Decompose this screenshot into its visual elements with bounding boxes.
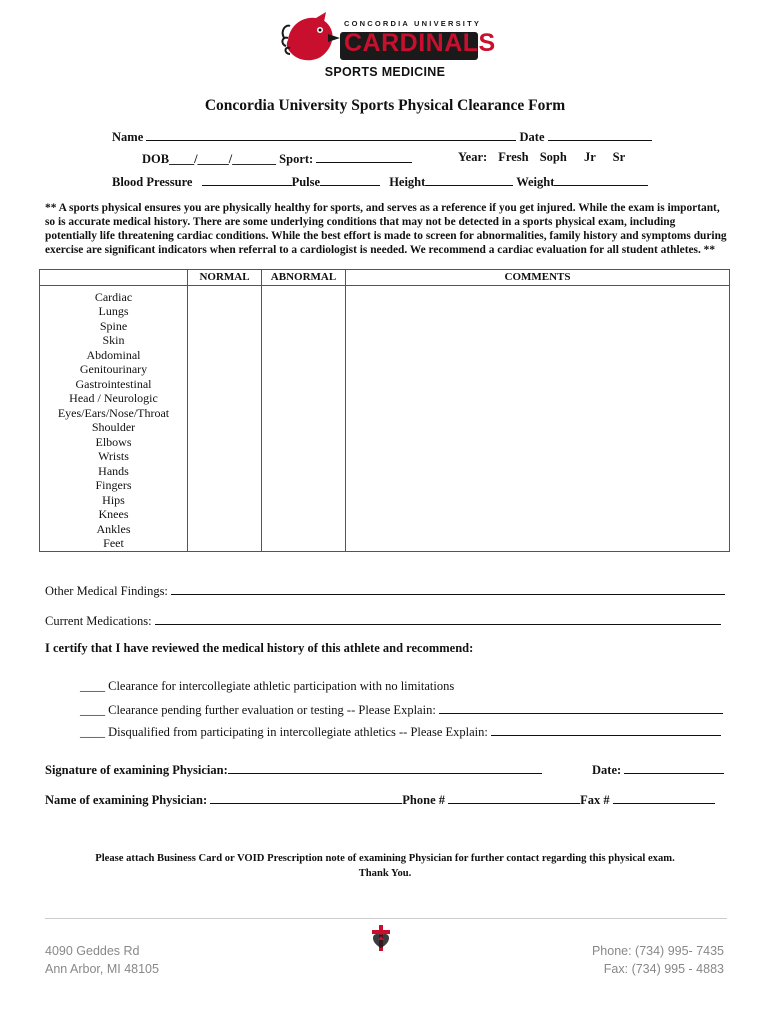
abnormal-cell[interactable] [262, 319, 346, 334]
exam-row [40, 290, 730, 305]
comments-cell[interactable] [346, 406, 730, 421]
exam-row [40, 449, 730, 464]
exam-row-label: Spine [40, 319, 188, 334]
physician-date-row [592, 761, 724, 778]
blood-pressure-label: Blood Pressure [112, 175, 193, 189]
team-wordmark: CARDINALS [344, 29, 496, 57]
exam-row [40, 348, 730, 363]
exam-row-label: Feet [40, 536, 188, 551]
cardinals-logo [280, 10, 496, 66]
name-field[interactable] [146, 128, 516, 141]
normal-cell[interactable] [188, 391, 262, 406]
exam-row-label: Knees [40, 507, 188, 522]
normal-cell[interactable] [188, 507, 262, 522]
exam-row-label: Gastrointestinal [40, 377, 188, 392]
height-label: Height [389, 175, 426, 189]
physician-contact-row [45, 791, 715, 808]
normal-cell[interactable] [188, 435, 262, 450]
year-row [458, 150, 625, 165]
normal-cell[interactable] [188, 478, 262, 493]
fax-field[interactable] [613, 791, 715, 804]
normal-cell[interactable] [188, 377, 262, 392]
exam-table-header [40, 270, 730, 286]
comments-cell[interactable] [346, 435, 730, 450]
abnormal-cell[interactable] [262, 362, 346, 377]
physician-date-label: Date: [592, 763, 622, 777]
exam-row [40, 319, 730, 334]
comments-cell[interactable] [346, 362, 730, 377]
normal-cell[interactable] [188, 362, 262, 377]
exam-row-label: Fingers [40, 478, 188, 493]
normal-cell[interactable] [188, 333, 262, 348]
signature-field[interactable] [228, 761, 542, 774]
medications-row [45, 612, 721, 629]
cardiac-notice: ** A sports physical ensures you are physically healthy for sports, and serves as a reference if you get injured. While the exam is important, so is accurate medical history. There are some underlying conditions that may not be detected in a sports physical exam, including potentially life threatening cardiac conditions. While the best effort is made to screen for abnormalities, family history and symptoms during exercise are significant indicators when referral to a cardiologist is needed. We recommend a cardiac evaluation for all student athletes. ** [45, 202, 727, 256]
department-label: SPORTS MEDICINE [324, 65, 446, 79]
normal-cell[interactable] [188, 406, 262, 421]
pulse-label: Pulse [291, 175, 321, 189]
other-findings-field[interactable] [171, 582, 725, 595]
abnormal-cell[interactable] [262, 522, 346, 537]
abnormal-cell[interactable] [262, 493, 346, 508]
abnormal-cell[interactable] [262, 391, 346, 406]
exam-row [40, 420, 730, 435]
dob-sport-row [142, 150, 412, 167]
exam-row-label: Wrists [40, 449, 188, 464]
year-label: Year: [458, 150, 488, 164]
comments-cell[interactable] [346, 319, 730, 334]
exam-row [40, 478, 730, 493]
attach-note: Please attach Business Card or VOID Prescription note of examining Physician for further contact regarding this physical exam. [95, 853, 675, 864]
date-field[interactable] [548, 128, 652, 141]
exam-row [40, 304, 730, 319]
comments-cell[interactable] [346, 420, 730, 435]
normal-cell[interactable] [188, 420, 262, 435]
abnormal-cell[interactable] [262, 290, 346, 305]
abnormal-cell[interactable] [262, 507, 346, 522]
clearance-option-2-row [80, 701, 723, 718]
comments-cell[interactable] [346, 391, 730, 406]
normal-cell[interactable] [188, 493, 262, 508]
exam-row-label: Cardiac [40, 290, 188, 305]
exam-row [40, 435, 730, 450]
comments-cell[interactable] [346, 449, 730, 464]
exam-row-label: Hips [40, 493, 188, 508]
signature-label: Signature of examining Physician: [45, 763, 228, 777]
exam-row-label: Skin [40, 333, 188, 348]
abnormal-cell[interactable] [262, 304, 346, 319]
comments-cell[interactable] [346, 522, 730, 537]
cardinal-emblem-icon [368, 924, 394, 952]
exam-row [40, 507, 730, 522]
form-title: Concordia University Sports Physical Clearance Form [204, 97, 566, 114]
comments-cell[interactable] [346, 493, 730, 508]
signature-row [45, 761, 542, 778]
header-comments: COMMENTS [346, 270, 730, 286]
vitals-row [112, 173, 648, 190]
abnormal-cell[interactable] [262, 478, 346, 493]
footer-phone: Phone: (734) 995- 7435 [591, 944, 724, 958]
exam-row-label: Abdominal [40, 348, 188, 363]
thank-you: Thank You. [358, 868, 412, 879]
comments-cell[interactable] [346, 348, 730, 363]
certification-statement: I certify that I have reviewed the medical history of this athlete and recommend: [45, 641, 474, 655]
clearance-option-1[interactable]: ____ Clearance for intercollegiate athletic participation with no limitations [80, 679, 455, 693]
exam-row-label: Genitourinary [40, 362, 188, 377]
exam-row-label: Head / Neurologic [40, 391, 188, 406]
exam-row-label: Lungs [40, 304, 188, 319]
normal-cell[interactable] [188, 290, 262, 305]
name-field-row [112, 128, 652, 145]
normal-cell[interactable] [188, 522, 262, 537]
year-option-fresh[interactable]: Fresh [498, 150, 529, 164]
clearance-option-2[interactable]: ____ Clearance pending further evaluation or testing -- Please Explain: [80, 703, 436, 717]
abnormal-cell[interactable] [262, 406, 346, 421]
comments-cell[interactable] [346, 290, 730, 305]
abnormal-cell[interactable] [262, 333, 346, 348]
footer-divider [45, 918, 727, 919]
year-option-soph[interactable]: Soph [539, 150, 567, 164]
exam-row [40, 522, 730, 537]
exam-row-label: Elbows [40, 435, 188, 450]
footer-fax: Fax: (734) 995 - 4883 [603, 962, 724, 976]
university-wordmark: CONCORDIA UNIVERSITY [344, 19, 482, 28]
header-normal: NORMAL [188, 270, 262, 286]
exam-row [40, 377, 730, 392]
abnormal-cell[interactable] [262, 420, 346, 435]
exam-row [40, 391, 730, 406]
address-line-1: 4090 Geddes Rd [45, 944, 140, 958]
name-label: Name [112, 130, 144, 144]
year-option-sr[interactable]: Sr [612, 150, 626, 164]
abnormal-cell[interactable] [262, 435, 346, 450]
abnormal-cell[interactable] [262, 464, 346, 479]
header-abnormal: ABNORMAL [262, 270, 346, 286]
exam-row [40, 536, 730, 551]
physician-name-field[interactable] [210, 791, 402, 804]
exam-row-label: Hands [40, 464, 188, 479]
weight-label: Weight [516, 175, 555, 189]
abnormal-cell[interactable] [262, 377, 346, 392]
header-blank [40, 270, 188, 286]
year-option-jr[interactable]: Jr [583, 150, 596, 164]
other-findings-label: Other Medical Findings: [45, 584, 168, 598]
normal-cell[interactable] [188, 348, 262, 363]
comments-cell[interactable] [346, 536, 730, 551]
abnormal-cell[interactable] [262, 348, 346, 363]
normal-cell[interactable] [188, 304, 262, 319]
exam-row-label: Shoulder [40, 420, 188, 435]
normal-cell[interactable] [188, 319, 262, 334]
exam-row-label: Eyes/Ears/Nose/Throat [40, 406, 188, 421]
phone-field[interactable] [448, 791, 580, 804]
exam-row-label: Ankles [40, 522, 188, 537]
physician-name-label: Name of examining Physician: [45, 793, 208, 807]
clearance-option-3-explain[interactable] [491, 723, 721, 736]
comments-cell[interactable] [346, 464, 730, 479]
date-label: Date [519, 130, 545, 144]
weight-field[interactable] [554, 173, 648, 186]
physician-date-field[interactable] [624, 761, 724, 774]
fax-label: Fax # [580, 793, 610, 807]
exam-row [40, 464, 730, 479]
exam-row [40, 333, 730, 348]
exam-row [40, 362, 730, 377]
comments-cell[interactable] [346, 333, 730, 348]
sport-label: Sport: [279, 152, 314, 166]
phone-label: Phone # [402, 793, 445, 807]
address-line-2: Ann Arbor, MI 48105 [45, 962, 159, 976]
comments-cell[interactable] [346, 377, 730, 392]
clearance-option-2-explain[interactable] [439, 701, 723, 714]
normal-cell[interactable] [188, 449, 262, 464]
pulse-field[interactable] [320, 173, 380, 186]
exam-row [40, 406, 730, 421]
exam-table-body [40, 285, 730, 551]
sport-field[interactable] [316, 150, 412, 163]
blood-pressure-field[interactable] [202, 173, 292, 186]
clearance-option-3-row [80, 723, 721, 740]
exam-table [39, 269, 730, 552]
abnormal-cell[interactable] [262, 449, 346, 464]
normal-cell[interactable] [188, 464, 262, 479]
other-findings-row [45, 582, 725, 599]
normal-cell[interactable] [188, 536, 262, 551]
height-field[interactable] [425, 173, 513, 186]
comments-cell[interactable] [346, 304, 730, 319]
medications-label: Current Medications: [45, 614, 152, 628]
abnormal-cell[interactable] [262, 536, 346, 551]
comments-cell[interactable] [346, 507, 730, 522]
dob-field[interactable]: DOB____/_____/_______ [142, 152, 277, 166]
comments-cell[interactable] [346, 478, 730, 493]
medications-field[interactable] [155, 612, 721, 625]
exam-row [40, 493, 730, 508]
clearance-option-3[interactable]: ____ Disqualified from participating in intercollegiate athletics -- Please Explain: [80, 725, 488, 739]
